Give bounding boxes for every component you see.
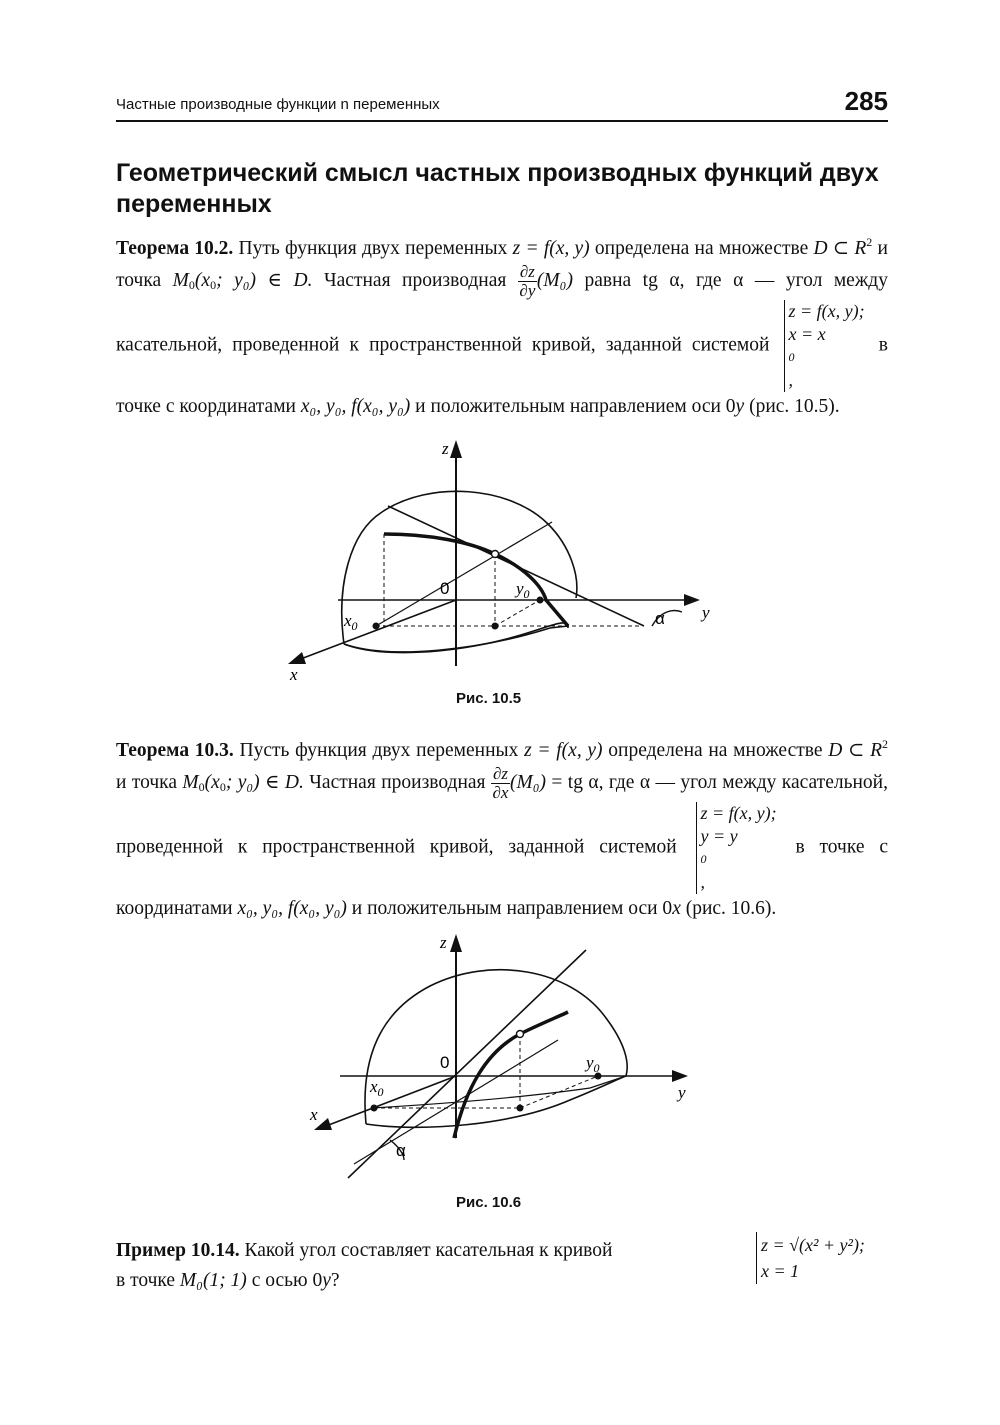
- formula-domain: D ⊂ R: [813, 238, 867, 259]
- equation-system: [784, 300, 865, 392]
- y-axis-label: y: [678, 1083, 686, 1102]
- alpha-label: α: [655, 609, 665, 628]
- base-curve: [366, 1076, 626, 1127]
- formula-point: M₀(1; 1): [179, 1270, 247, 1291]
- formula-z-f: z = f(x, y): [524, 740, 603, 761]
- example-system-wrap: [752, 1232, 869, 1284]
- point-x0: [373, 623, 380, 630]
- fraction-denominator: ∂x: [492, 783, 509, 802]
- theorem-label: Теорема 10.2.: [116, 238, 234, 259]
- theorem-text: = tg α, где α — угол между касательной, проведенной к пространственной кривой, заданной системой: [116, 771, 888, 858]
- formula-sub: 0: [219, 779, 226, 794]
- theorem-text: и положительным направлением оси 0: [346, 898, 673, 919]
- x-axis: [326, 1076, 456, 1126]
- z-axis-label: z: [440, 933, 447, 952]
- theorem-text: в точке с координатами: [116, 334, 888, 417]
- formula-domain: D ⊂ R: [828, 740, 882, 761]
- formula-m0: (M₀): [536, 269, 573, 291]
- theorem-text: определена на множестве: [589, 238, 814, 259]
- axis-name: x: [672, 898, 681, 919]
- tangent-line: [348, 950, 586, 1178]
- theorem-text: в точке с координатами: [116, 836, 888, 919]
- equation-system: [756, 1232, 865, 1284]
- x0-label: $x_0$: [370, 1077, 384, 1099]
- dashed-diagonal: [520, 1076, 598, 1108]
- formula-coords: x₀, y₀, f(x₀, y₀): [237, 898, 347, 919]
- tangent-line: [388, 506, 644, 626]
- y-axis-arrow: [672, 1070, 688, 1082]
- theorem-text: и точка: [116, 771, 183, 793]
- theorem-text: (рис. 10.6).: [680, 898, 777, 919]
- x-axis-arrow: [288, 652, 306, 664]
- formula-sub: 0: [210, 277, 217, 292]
- z-axis-arrow: [450, 440, 462, 458]
- theorem-text: (рис. 10.5).: [744, 396, 840, 417]
- system-row-1: z = √(x² + y²);: [761, 1235, 865, 1255]
- formula-in-d: ; y₀) ∈ D.: [216, 269, 313, 291]
- system-row-1: z = f(x, y);: [700, 803, 777, 823]
- surface-outline: [342, 491, 577, 644]
- theorem-10-2: [116, 228, 888, 421]
- formula-point: M: [182, 771, 199, 793]
- y0-label: $y_0$: [516, 579, 530, 601]
- system-row-2: x = 1: [761, 1261, 800, 1281]
- figure-caption: Рис. 10.6: [456, 1194, 522, 1211]
- system-row-2: x = x 0 ,: [788, 324, 826, 390]
- z-axis-label: z: [442, 439, 449, 458]
- axis-name: y: [735, 396, 745, 417]
- page-number: 285: [844, 86, 888, 116]
- partial-fraction: [518, 263, 537, 300]
- fraction-denominator: ∂y: [519, 281, 536, 300]
- theorem-text: и точка: [116, 238, 888, 291]
- formula-in-d: ; y₀) ∈ D.: [225, 771, 304, 793]
- example-text: с осью 0: [246, 1270, 323, 1291]
- formula-sup: 2: [881, 737, 888, 751]
- running-title: Частные производные функции n переменных: [116, 96, 440, 113]
- fraction-numerator: ∂z: [519, 262, 535, 281]
- formula-sub: 0: [198, 779, 205, 794]
- example-text: в точке: [116, 1270, 180, 1291]
- theorem-text: и положительным направлением оси 0: [410, 396, 736, 417]
- point-x0: [371, 1105, 378, 1112]
- axis-name: y: [322, 1270, 331, 1291]
- theorem-text: Частная производная: [303, 771, 491, 793]
- example-text: Какой угол составляет касательная к кривой: [239, 1240, 613, 1261]
- y-axis-arrow: [684, 594, 700, 606]
- example-10-14: [116, 1236, 736, 1296]
- section-title: Геометрический смысл частных производных функций двух переменных: [116, 159, 879, 218]
- running-header: [116, 86, 888, 122]
- theorem-10-3: [116, 730, 888, 923]
- system-row-1: z = f(x, y);: [788, 301, 865, 321]
- surface-outline: [365, 970, 627, 1124]
- dashed-diagonal: [495, 600, 540, 626]
- x-axis-label: x: [310, 1105, 318, 1124]
- alpha-label: α: [396, 1141, 406, 1160]
- figure-caption: Рис. 10.5: [456, 690, 522, 707]
- x0-label: $x_0$: [344, 611, 358, 633]
- formula-sup: 2: [866, 235, 873, 249]
- partial-fraction: [491, 765, 510, 802]
- origin-label: 0: [440, 1053, 450, 1072]
- point-m0-projection: [517, 1105, 524, 1112]
- example-label: Пример 10.14.: [116, 1240, 240, 1261]
- theorem-text: определена на множестве: [602, 740, 829, 761]
- point-m0-projection: [492, 623, 499, 630]
- x-axis-label: x: [290, 665, 298, 684]
- tangent-point: [492, 551, 499, 558]
- example-text: ?: [330, 1270, 340, 1291]
- point-y0: [537, 597, 544, 604]
- theorem-text: равна tg α, где α — угол между касательной, проведенной к пространственной кривой, заданной системой: [116, 269, 888, 356]
- equation-system: [696, 802, 777, 894]
- formula-point-coords: (x: [204, 771, 220, 793]
- formula-point-coords: (x: [194, 269, 211, 291]
- origin-label: 0: [440, 579, 450, 598]
- figure-10-6: [290, 928, 710, 1190]
- theorem-text: Путь функция двух переменных: [233, 238, 513, 259]
- theorem-label: Теорема 10.3.: [116, 740, 234, 761]
- tangent-point: [517, 1031, 524, 1038]
- formula-z-f: z = f(x, y): [512, 238, 590, 259]
- space-curve: [454, 1012, 568, 1138]
- formula-m0: (M₀): [509, 771, 546, 793]
- formula-sub: 0: [188, 277, 195, 292]
- figure-10-5: [280, 436, 720, 688]
- system-row-2: y = y 0 ,: [700, 826, 738, 892]
- formula-coords: x₀, y₀, f(x₀, y₀): [300, 396, 411, 417]
- z-axis-arrow: [450, 934, 462, 952]
- theorem-text: Пусть функция двух переменных: [233, 740, 525, 761]
- fraction-numerator: ∂z: [492, 764, 508, 783]
- y0-label: $y_0$: [586, 1053, 600, 1075]
- formula-point: M: [172, 269, 189, 291]
- theorem-text: Частная производная: [312, 269, 518, 291]
- y-axis-label: y: [702, 603, 710, 622]
